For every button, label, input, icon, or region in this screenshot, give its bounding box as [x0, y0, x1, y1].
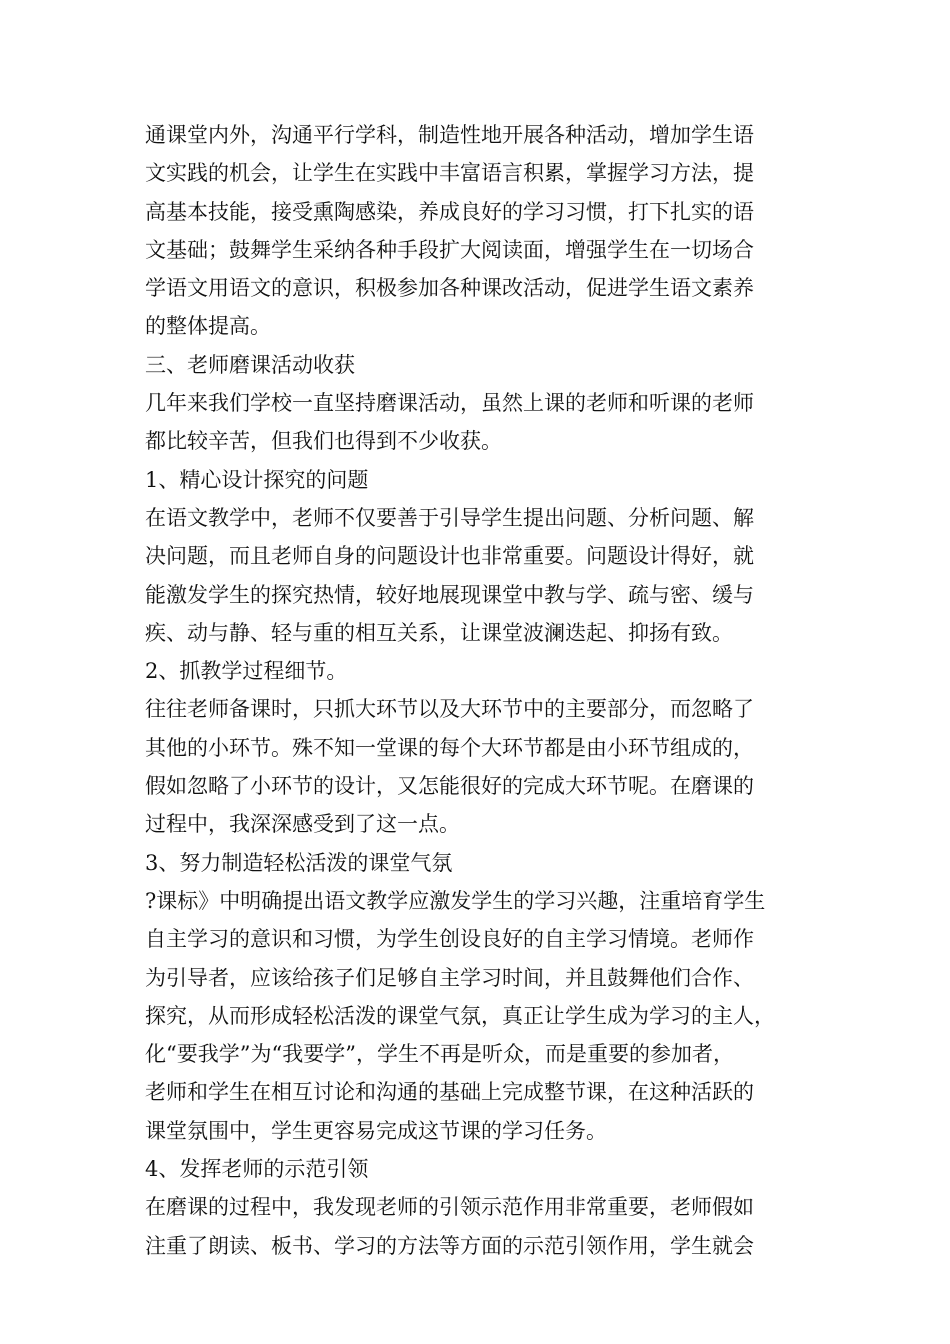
- paragraph-line: 其他的小环节。殊不知一堂课的每个大环节都是由小环节组成的，: [145, 735, 754, 760]
- paragraph-line: 为引导者，应该给孩子们足够自主学习时间，并且鼓舞他们合作、: [145, 965, 754, 990]
- paragraph-line: 在磨课的过程中，我发现老师的引领示范作用非常重要，老师假如: [145, 1195, 754, 1220]
- paragraph-line: 通课堂内外，沟通平行学科，制造性地开展各种活动，增加学生语: [145, 123, 754, 147]
- paragraph-line: 的整体提高。: [145, 314, 271, 339]
- paragraph-line: 几年来我们学校一直坚持磨课活动，虽然上课的老师和听课的老师: [145, 391, 754, 416]
- paragraph-line: ?课标》中明确提出语文教学应激发学生的学习兴趣，注重培育学生: [145, 888, 766, 913]
- paragraph-line: 老师和学生在相互讨论和沟通的基础上完成整节课，在这种活跃的: [145, 1080, 754, 1105]
- section-heading: 三、老师磨课活动收获: [145, 352, 355, 377]
- paragraph-line: 化“要我学”为“我要学”，学生不再是听众，而是重要的参加者，: [145, 1042, 734, 1067]
- paragraph-line: 文实践的机会，让学生在实践中丰富语言积累，掌握学习方法，提: [145, 161, 754, 186]
- paragraph-line: 往往老师备课时，只抓大环节以及大环节中的主要部分，而忽略了: [145, 697, 754, 722]
- paragraph-line: 注重了朗读、板书、学习的方法等方面的示范引领作用，学生就会: [145, 1233, 754, 1258]
- subsection-heading: 2、抓教学过程细节。: [145, 659, 348, 684]
- paragraph-line: 文基础；鼓舞学生采纳各种手段扩大阅读面，增强学生在一切场合: [145, 237, 754, 262]
- paragraph-line: 学语文用语文的意识，积极参加各种课改活动，促进学生语文素养: [145, 276, 754, 301]
- subsection-heading: 3、努力制造轻松活泼的课堂气氛: [145, 850, 453, 875]
- paragraph-line: 在语文教学中，老师不仅要善于引导学生提出问题、分析问题、解: [145, 505, 754, 530]
- paragraph-line: 过程中，我深深感受到了这一点。: [145, 812, 460, 837]
- paragraph-line: 都比较辛苦，但我们也得到不少收获。: [145, 429, 502, 454]
- paragraph-line: 能激发学生的探究热情，较好地展现课堂中教与学、疏与密、缓与: [145, 582, 754, 607]
- subsection-heading: 1、精心设计探究的问题: [145, 467, 369, 492]
- paragraph-line: 探究，从而形成轻松活泼的课堂气氛，真正让学生成为学习的主人，: [145, 1003, 775, 1028]
- document-body: [145, 116, 810, 1265]
- paragraph-line: 自主学习的意识和习惯，为学生创设良好的自主学习情境。老师作: [145, 927, 754, 952]
- paragraph-line: 课堂氛围中，学生更容易完成这节课的学习任务。: [145, 1118, 607, 1143]
- paragraph-line: 假如忽略了小环节的设计，又怎能很好的完成大环节呢。在磨课的: [145, 774, 754, 799]
- paragraph-line: 高基本技能，接受熏陶感染，养成良好的学习习惯，打下扎实的语: [145, 199, 754, 224]
- paragraph-line: 决问题，而且老师自身的问题设计也非常重要。问题设计得好，就: [145, 544, 754, 569]
- subsection-heading: 4、发挥老师的示范引领: [145, 1157, 369, 1182]
- paragraph-line: 疾、动与静、轻与重的相互关系，让课堂波澜迭起、抑扬有致。: [145, 620, 733, 645]
